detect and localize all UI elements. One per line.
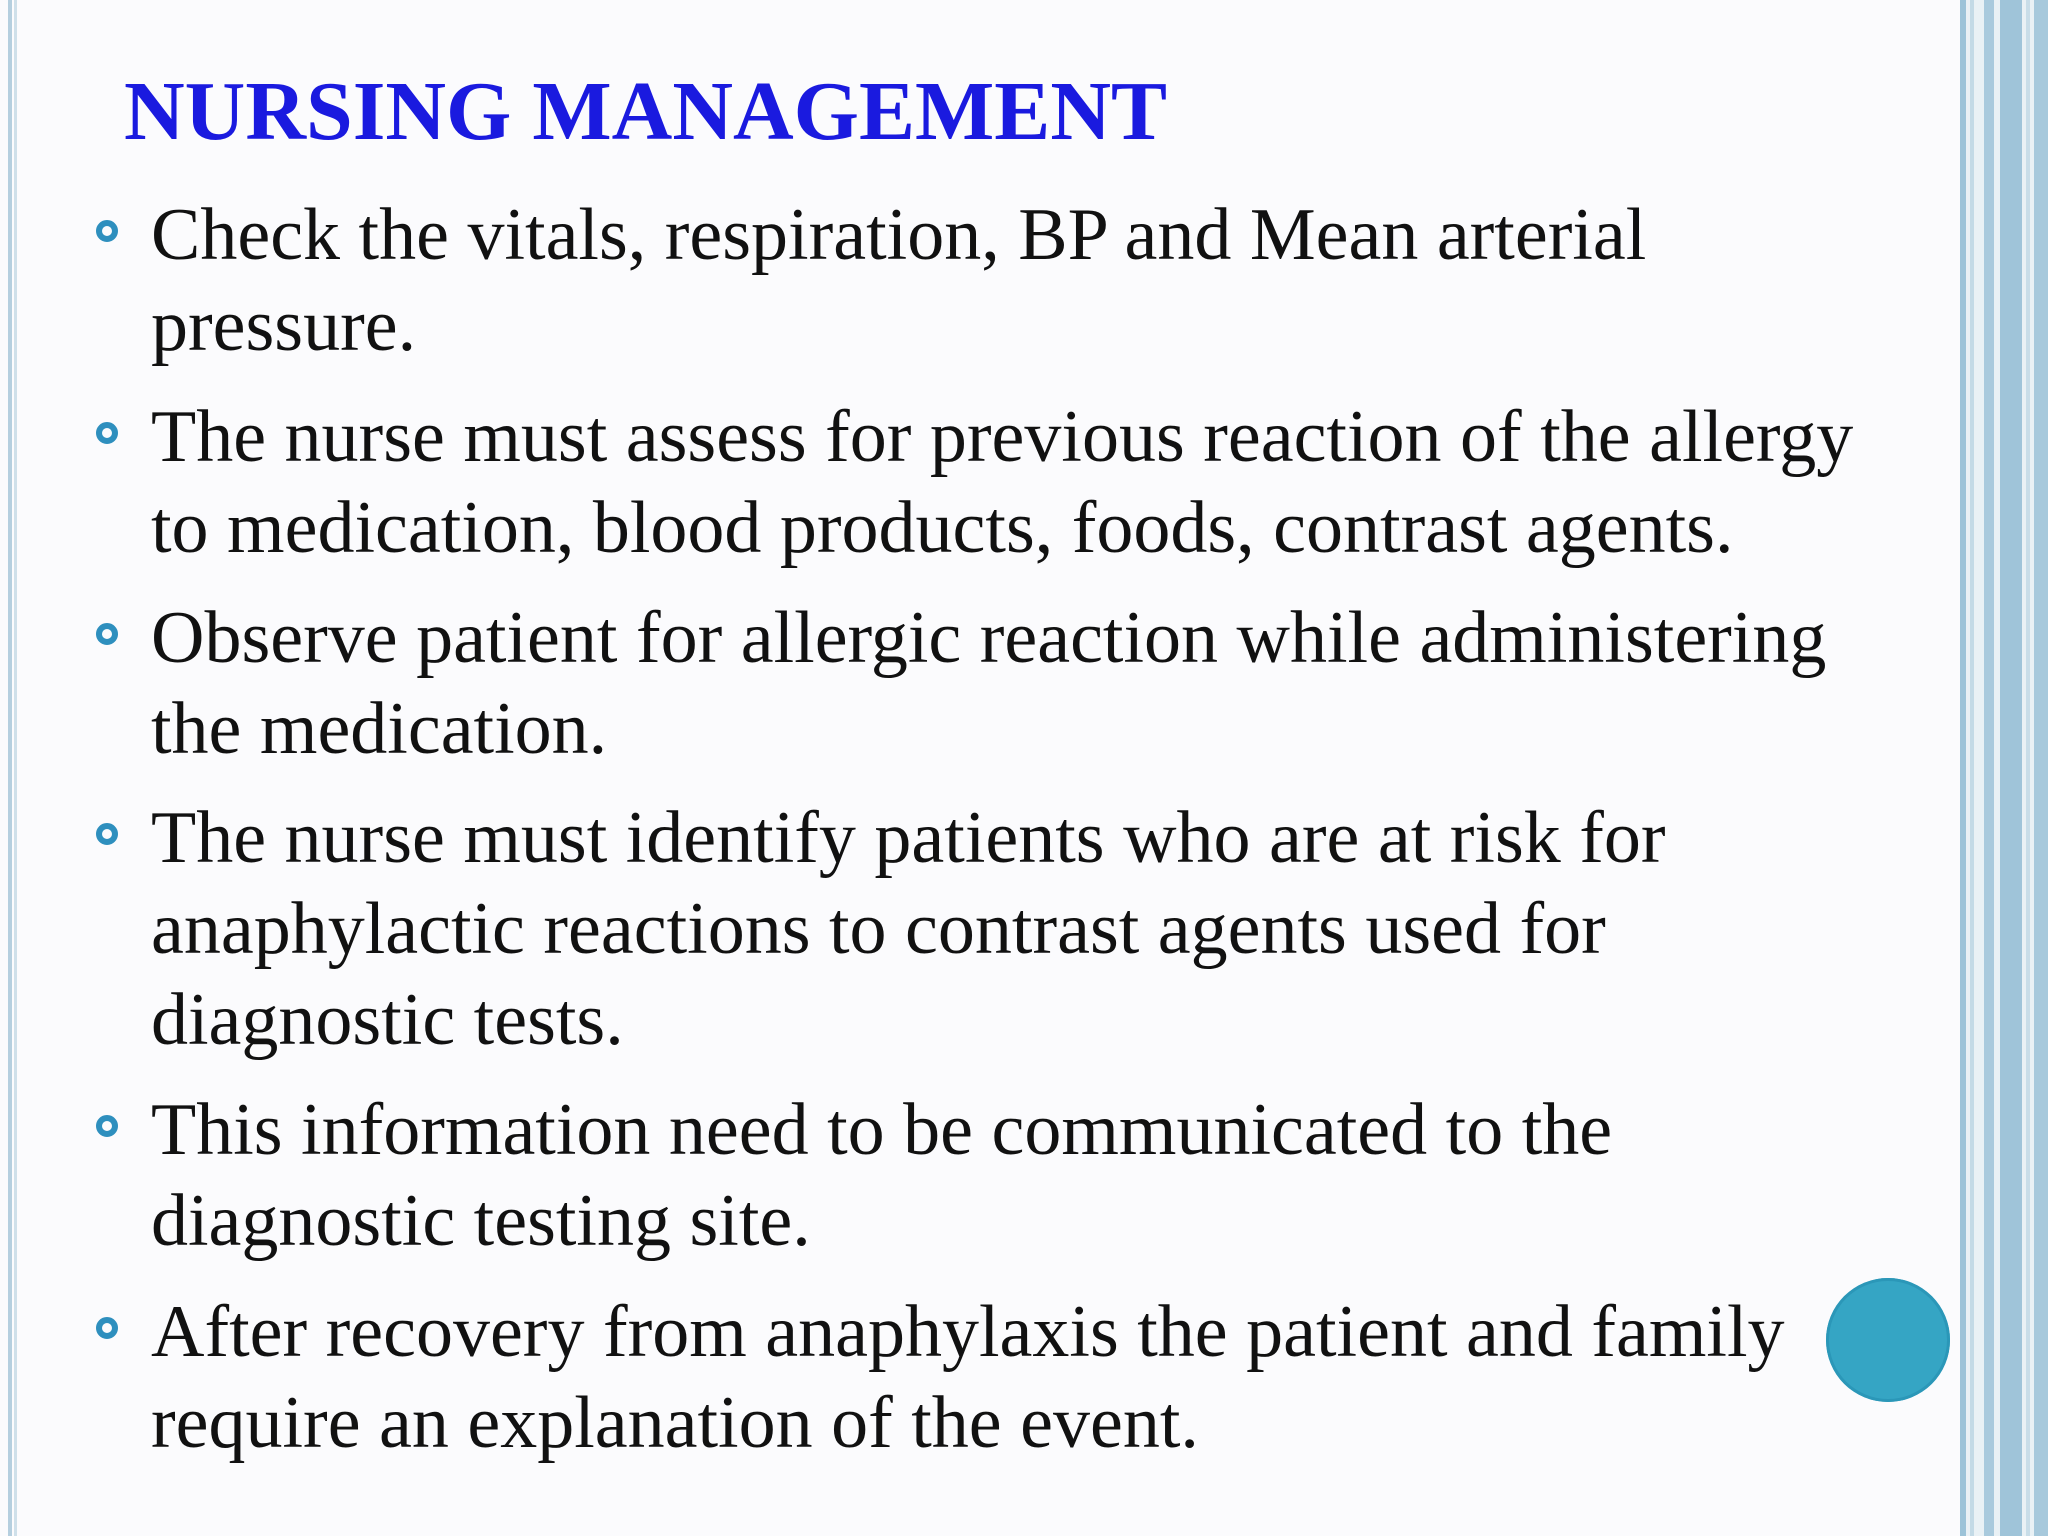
hollow-circle-bullet-icon	[96, 1317, 118, 1339]
hollow-circle-bullet-icon	[96, 422, 118, 444]
slide-title: NURSING MANAGEMENT	[124, 65, 1168, 158]
hollow-circle-bullet-icon	[96, 823, 118, 845]
hollow-circle-bullet-icon	[96, 220, 118, 242]
bullet-text: After recovery from anaphylaxis the patient and family require an explanation of the event.	[151, 1291, 1785, 1464]
bullet-text: Check the vitals, respiration, BP and Mean arterial pressure.	[151, 194, 1647, 367]
decorative-circle	[1826, 1278, 1950, 1402]
hollow-circle-bullet-icon	[96, 1115, 118, 1137]
right-stripe	[2034, 0, 2048, 1536]
bullet-text: Observe patient for allergic reaction while administering the medication.	[151, 597, 1827, 770]
bullet-text: This information need to be communicated to the diagnostic testing site.	[151, 1089, 1613, 1262]
bullet-text: The nurse must identify patients who are at risk for anaphylactic reactions to contrast agents used for diagnostic tests.	[151, 797, 1666, 1061]
hollow-circle-bullet-icon	[96, 623, 118, 645]
bullet-text: The nurse must assess for previous reaction of the allergy to medication, blood products, foods, contrast agents.	[151, 396, 1854, 569]
